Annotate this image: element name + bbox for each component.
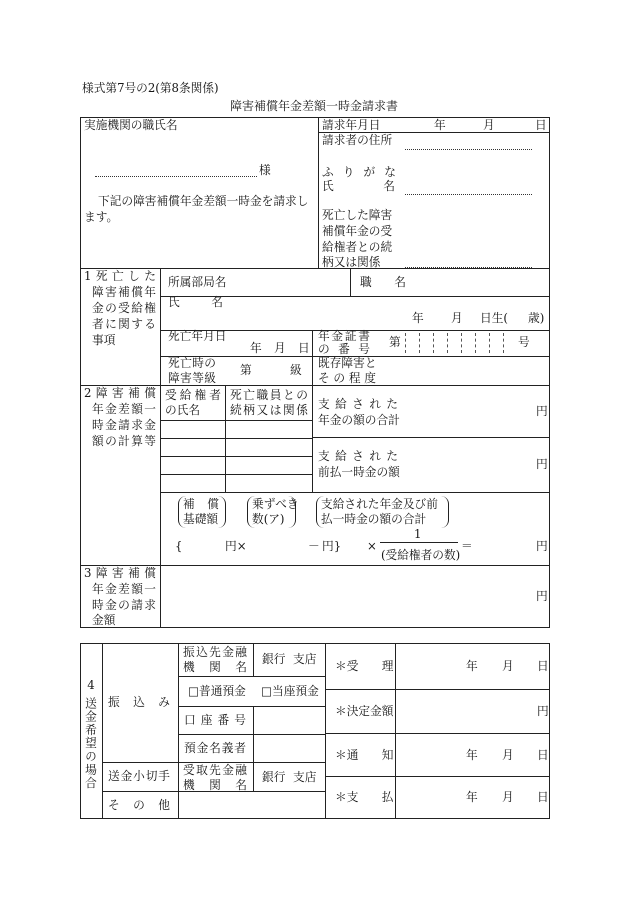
request-text-line1: 下記の障害補償年金差額一時金を請求し	[98, 194, 309, 208]
paid-pension-yen: 円	[536, 404, 548, 418]
relation-label-line3: 給権者との続	[322, 240, 393, 254]
section1-label-line1: 1 死 亡 し た	[84, 269, 156, 283]
cert-number-suffix: 号	[518, 335, 530, 349]
cert-number-digit-divider	[419, 333, 420, 353]
notice-month: 月	[502, 748, 514, 762]
section3-label-line1: 3 障 害 補 償	[84, 566, 156, 580]
existing-disability-label-line1: 既 存 障 害 と	[318, 356, 377, 370]
table-rule-horizontal	[80, 565, 550, 566]
agency-label: 実施機関の職氏名	[84, 118, 178, 132]
section2-label-line1: 2 障 害 補 償	[84, 386, 156, 400]
cert-number-digit-divider	[433, 333, 434, 353]
dotted-fill-line	[95, 176, 257, 177]
birth-year: 年	[412, 311, 424, 325]
receiving-bank-label-line2: 機 関 名	[183, 778, 247, 792]
multiplier-label-line1: 乗ずべき	[252, 497, 299, 511]
section2-label-line2: 年 金 差 額 一	[92, 402, 156, 416]
section4-vertical-label: 送金希望の場合	[84, 697, 98, 791]
grade-prefix: 第	[240, 363, 252, 377]
transfer-branch-suffix: 支店	[293, 652, 317, 666]
formula-equals: ＝	[461, 539, 473, 553]
table-rule-horizontal	[80, 385, 550, 386]
dotted-fill-line	[405, 267, 532, 268]
current-deposit-checkbox[interactable]: □当座預金	[261, 684, 319, 698]
notice-label: ＊通 知	[335, 748, 394, 762]
table-rule-horizontal	[325, 776, 550, 777]
cert-number-digit-divider	[405, 333, 406, 353]
receiving-branch-suffix: 支店	[293, 770, 317, 784]
paid-advance-label-line2: 前払一時金の額	[318, 465, 400, 479]
basic-amount-label-line1: 補 償	[183, 497, 219, 511]
receiving-bank-label-line1: 受 取 先 金 融	[183, 763, 247, 777]
payment-month: 月	[502, 790, 514, 804]
ordinary-deposit-checkbox[interactable]: □普通預金	[188, 684, 246, 698]
table-rule-vertical	[160, 268, 161, 627]
receipt-day: 日	[537, 659, 549, 673]
receiving-bank-suffix: 銀行	[262, 770, 286, 784]
table-rule-horizontal	[80, 818, 550, 819]
formula-denominator: (受給権者の数)	[381, 548, 461, 562]
table-rule-horizontal	[160, 356, 550, 357]
section1-label-line2: 障 害 補 償 年	[92, 285, 156, 299]
recipient-name-header-line1: 受 給 権 者	[165, 388, 221, 402]
cert-number-digit-divider	[447, 333, 448, 353]
claimant-furigana-label: ふ り が な	[322, 165, 396, 179]
table-rule-horizontal	[160, 492, 550, 493]
existing-disability-label-line2: そ の 程 度	[318, 371, 376, 385]
table-rule-horizontal	[325, 733, 550, 734]
table-rule-horizontal	[178, 734, 326, 735]
grade-suffix: 級	[290, 363, 302, 377]
section1-label-line4: 者 に 関 す る	[92, 317, 156, 331]
transfer-bank-label-line1: 振 込 先 金 融	[183, 645, 247, 659]
formula-minus: －	[308, 539, 320, 553]
grade-label-line2: 障 害 等 級	[168, 371, 216, 385]
formula-yen-times: 円×	[225, 539, 247, 553]
table-rule-vertical	[395, 643, 396, 818]
paid-pension-label-line2: 年金の額の合計	[318, 413, 400, 427]
table-rule-horizontal	[160, 330, 550, 331]
relation-label-line4: 柄又は関係	[322, 255, 381, 269]
section3-label-line4: 金額	[92, 613, 116, 627]
table-rule-horizontal	[102, 791, 326, 792]
table-rule-vertical	[312, 385, 313, 492]
table-rule-horizontal	[178, 676, 326, 677]
table-rule-vertical	[253, 706, 254, 791]
table-rule-vertical	[253, 643, 254, 676]
table-rule-vertical	[312, 330, 313, 385]
formula-fraction-bar	[380, 542, 458, 543]
decided-amount-label: ＊決定金額	[335, 704, 394, 718]
section1-label-line5: 事項	[92, 333, 116, 347]
table-rule-vertical	[80, 643, 81, 818]
death-date-day: 日	[298, 341, 310, 355]
paid-advance-yen: 円	[536, 457, 548, 471]
notice-year: 年	[466, 748, 478, 762]
table-rule-horizontal	[102, 762, 326, 763]
cert-number-prefix: 第	[389, 335, 401, 349]
section3-label-line3: 時 金 の 請 求	[92, 598, 156, 612]
receipt-month: 月	[502, 659, 514, 673]
table-rule-horizontal	[160, 438, 313, 439]
table-rule-horizontal	[312, 437, 550, 438]
pension-cert-label-line1: 年 金 証 書	[318, 329, 370, 343]
table-rule-horizontal	[80, 627, 550, 628]
table-rule-vertical	[225, 385, 226, 492]
total-paid-label-line2: 払一時金の額の合計	[321, 512, 427, 526]
honorific-sama: 様	[259, 163, 271, 177]
formula-yen-close: 円}	[322, 539, 342, 553]
table-rule-vertical	[102, 643, 103, 818]
death-date-label: 死亡年月日	[168, 329, 227, 343]
receipt-year: 年	[466, 659, 478, 673]
table-rule-vertical	[325, 643, 326, 818]
request-date-year: 年	[434, 118, 446, 132]
claim-amount-yen: 円	[536, 589, 548, 603]
decided-amount-yen: 円	[537, 704, 549, 718]
dotted-fill-line	[405, 194, 532, 195]
table-rule-vertical	[350, 268, 351, 296]
table-rule-horizontal	[178, 706, 326, 707]
cert-number-digit-divider	[503, 333, 504, 353]
relation-header-line2: 続 柄 又 は 関 係	[230, 403, 308, 417]
relation-header-line1: 死 亡 職 員 と の	[230, 388, 308, 402]
other-method-label: そ の 他	[108, 798, 170, 812]
pension-cert-label-line2: の 番 号	[318, 342, 370, 356]
relation-label-line2: 補償年金の受	[322, 224, 393, 238]
request-date-label: 請求年月日	[322, 118, 381, 132]
deceased-name-label: 氏 名	[168, 295, 223, 309]
bank-transfer-label: 振 込 み	[108, 695, 170, 709]
cert-number-digit-divider	[489, 333, 490, 353]
table-rule-horizontal	[80, 117, 550, 118]
grade-label-line1: 死 亡 時 の	[168, 356, 216, 370]
age-suffix: 歳)	[528, 311, 545, 325]
relation-label-line1: 死亡した障害	[322, 208, 393, 222]
section2-label-line3: 時 金 請 求 金	[92, 418, 156, 432]
section2-label-line4: 額 の 計 算 等	[92, 434, 156, 448]
formula-numerator: 1	[414, 527, 422, 541]
cert-number-digit-divider	[461, 333, 462, 353]
claimant-address-label: 請求者の住所	[322, 133, 393, 147]
table-rule-horizontal	[160, 474, 313, 475]
cert-number-digit-divider	[475, 333, 476, 353]
table-rule-horizontal	[325, 689, 550, 690]
section1-label-line3: 金 の 受 給 権	[92, 301, 156, 315]
death-date-month: 月	[274, 341, 286, 355]
table-rule-horizontal	[318, 132, 550, 133]
table-rule-horizontal	[160, 296, 550, 297]
transfer-bank-label-line2: 機 関 名	[183, 660, 247, 674]
table-rule-vertical	[178, 643, 179, 818]
table-rule-vertical	[549, 117, 550, 627]
position-label: 職 名	[360, 275, 406, 289]
multiplier-label-line2: 数(ア)	[252, 512, 285, 526]
department-label: 所属部局名	[168, 275, 227, 289]
payment-year: 年	[466, 790, 478, 804]
paid-pension-label-line1: 支 給 さ れ た	[318, 397, 398, 411]
notice-day: 日	[537, 748, 549, 762]
table-rule-vertical	[549, 643, 550, 818]
death-date-year: 年	[250, 341, 262, 355]
request-date-day: 日	[535, 118, 547, 132]
recipient-name-header-line2: の氏名	[165, 403, 201, 417]
table-rule-vertical	[80, 117, 81, 627]
section4-number: 4	[87, 678, 95, 692]
table-rule-horizontal	[80, 643, 550, 644]
table-rule-vertical	[318, 117, 319, 268]
receipt-label: ＊受 理	[335, 659, 394, 673]
formula-open-brace: {	[175, 539, 183, 553]
basic-amount-label-line2: 基礎額	[183, 512, 219, 526]
dotted-fill-line	[405, 149, 532, 150]
paid-advance-label-line1: 支 給 さ れ た	[318, 449, 398, 463]
form-number: 様式第7号の2(第8条関係)	[82, 81, 219, 95]
transfer-bank-suffix: 銀行	[262, 652, 286, 666]
payment-label: ＊支 払	[335, 790, 394, 804]
account-holder-label: 預 金 名 義 者	[184, 741, 246, 755]
total-paid-label-line1: 支給された年金及び前	[321, 497, 438, 511]
request-date-month: 月	[483, 118, 495, 132]
table-rule-horizontal	[80, 268, 550, 269]
request-text-line2: ます。	[84, 210, 119, 224]
formula-times: ×	[367, 539, 377, 553]
claimant-name-label: 氏 名	[322, 179, 395, 193]
form-title: 障害補償年金差額一時金請求書	[230, 99, 399, 113]
remittance-check-label: 送 金 小 切 手	[108, 769, 170, 783]
payment-day: 日	[537, 790, 549, 804]
birth-day-suffix: 日生(	[480, 311, 508, 325]
formula-yen: 円	[536, 539, 548, 553]
birth-month: 月	[451, 311, 463, 325]
table-rule-horizontal	[160, 456, 313, 457]
table-rule-horizontal	[160, 420, 313, 421]
account-number-label: 口 座 番 号	[184, 713, 246, 727]
section3-label-line2: 年 金 差 額 一	[92, 582, 156, 596]
